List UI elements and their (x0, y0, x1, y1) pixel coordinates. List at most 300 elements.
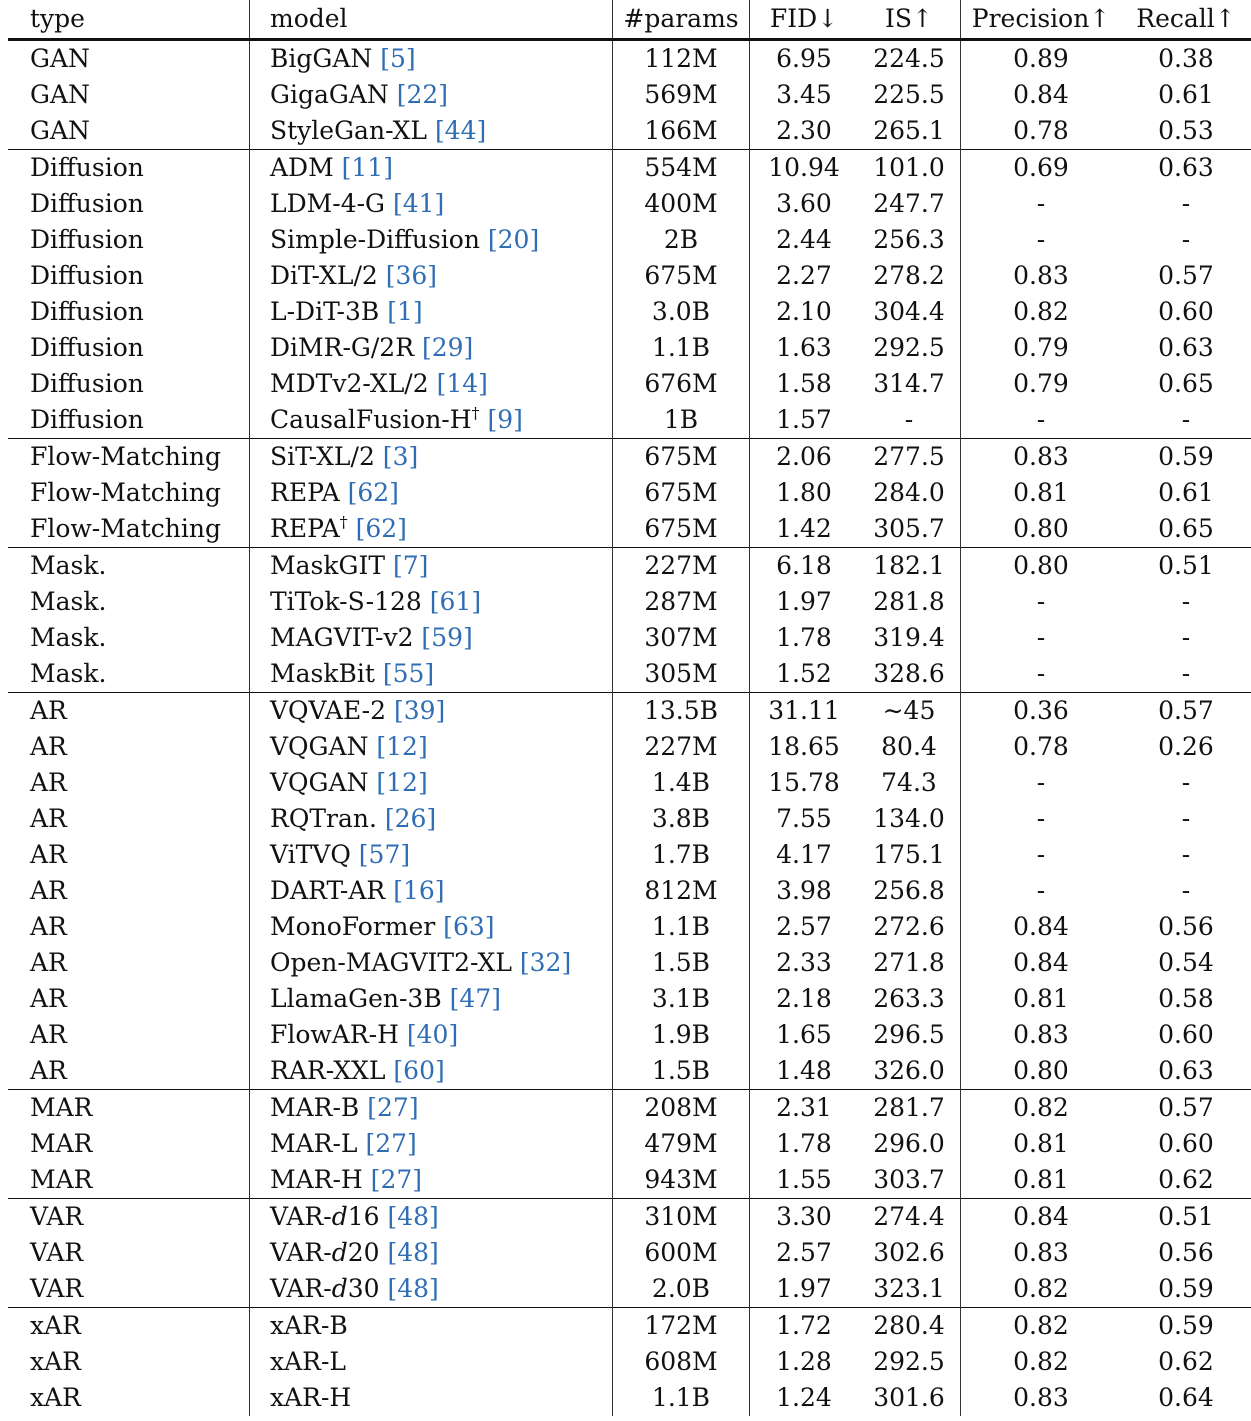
cell-type: Mask. (8, 584, 250, 620)
cell-type: Flow-Matching (8, 439, 250, 476)
cell-precision: 0.80 (1013, 514, 1069, 543)
cell-is: 175.1 (858, 837, 961, 873)
citation-link[interactable]: [1] (379, 297, 423, 326)
cell-fid: 1.24 (776, 1383, 832, 1412)
cell-type: VAR (8, 1235, 250, 1271)
cell-params: 675M (613, 258, 750, 294)
model-name: xAR-L (270, 1347, 347, 1376)
cell-is: 328.6 (858, 656, 961, 693)
citation-link[interactable]: [40] (398, 1020, 459, 1049)
cell-precision: 0.81 (1013, 1129, 1069, 1158)
cell-model (250, 77, 613, 113)
cell-type: GAN (8, 40, 250, 78)
cell-params: 675M (613, 475, 750, 511)
table-row (8, 801, 1251, 837)
table-row (8, 1162, 1251, 1199)
cell-type: AR (8, 729, 250, 765)
cell-precision: - (1036, 840, 1046, 869)
cell-params: 676M (613, 366, 750, 402)
citation-number[interactable]: 63 (452, 912, 485, 941)
cell-params: 1.1B (613, 1380, 750, 1416)
citation-number[interactable]: 60 (403, 1056, 435, 1085)
citation-number[interactable]: 62 (365, 514, 398, 543)
cell-precision: 0.81 (1013, 1165, 1069, 1194)
cell-model (250, 1199, 613, 1236)
cell-is: 256.3 (858, 222, 961, 258)
citation-number[interactable]: 41 (402, 189, 435, 218)
cell-fid: 2.33 (776, 948, 832, 977)
cell-type: AR (8, 945, 250, 981)
cell-recall: 0.65 (1158, 369, 1214, 398)
model-name: LlamaGen-3B (270, 984, 442, 1013)
cell-precision: 0.84 (1013, 80, 1069, 109)
cell-is: 272.6 (858, 909, 961, 945)
citation-link[interactable]: [27] (362, 1165, 423, 1194)
citation-link[interactable]: [14] (428, 369, 488, 398)
citation-link[interactable]: [9] (479, 405, 523, 434)
cell-recall: - (1181, 405, 1191, 434)
cell-params: 227M (613, 729, 750, 765)
cell-fid: 1.48 (776, 1056, 832, 1085)
cell-params: 3.8B (613, 801, 750, 837)
cell-fid: 1.42 (776, 514, 832, 543)
citation-link[interactable]: [62] (347, 514, 407, 543)
cell-fid: 4.17 (776, 840, 832, 869)
citation-number[interactable]: 55 (392, 659, 425, 688)
citation-link[interactable]: [55] (374, 659, 435, 688)
citation-number[interactable]: 14 (446, 369, 479, 398)
cell-model (250, 294, 613, 330)
cell-type: VAR (8, 1199, 250, 1236)
cell-model (250, 1017, 613, 1053)
citation-number[interactable]: 57 (368, 840, 401, 869)
cell-precision: - (1036, 189, 1046, 218)
citation-number[interactable]: 32 (529, 948, 562, 977)
citation-number[interactable]: 7 (402, 551, 419, 580)
cell-recall: 0.51 (1121, 1199, 1251, 1236)
cell-model (250, 656, 613, 693)
model-name: ADM (270, 153, 334, 182)
citation-link[interactable]: [59] (413, 623, 473, 652)
table-row (8, 40, 1251, 78)
cell-precision: 0.82 (961, 1090, 1122, 1127)
cell-precision: - (1036, 587, 1046, 616)
cell-model (250, 584, 613, 620)
cell-fid: 6.18 (750, 548, 859, 585)
cell-recall: - (1181, 225, 1191, 254)
cell-model (250, 837, 613, 873)
cell-type: GAN (8, 113, 250, 150)
cell-is: 314.7 (858, 366, 961, 402)
table-row (8, 330, 1251, 366)
citation-link[interactable]: [62] (339, 478, 399, 507)
table-row (8, 1271, 1251, 1308)
cell-model (250, 801, 613, 837)
cell-is: 284.0 (858, 475, 961, 511)
citation-link[interactable]: [39] (386, 696, 446, 725)
cell-is: 296.0 (858, 1126, 961, 1162)
citation-number[interactable]: 48 (397, 1238, 430, 1267)
citation-number[interactable]: 12 (386, 768, 418, 797)
cell-recall: 0.64 (1158, 1383, 1214, 1412)
cell-type: GAN (8, 77, 250, 113)
cell-precision: - (1036, 804, 1046, 833)
cell-is: 296.5 (858, 1017, 961, 1053)
citation-number[interactable]: 61 (439, 587, 472, 616)
cell-fid: 2.31 (750, 1090, 859, 1127)
citation-number[interactable]: 27 (377, 1093, 409, 1122)
citation-number[interactable]: 9 (497, 405, 514, 434)
cell-precision: 0.78 (1013, 116, 1069, 145)
cell-model (250, 1053, 613, 1090)
cell-is: 247.7 (858, 186, 961, 222)
cell-type: AR (8, 981, 250, 1017)
cell-recall: - (1181, 189, 1191, 218)
cell-precision: 0.83 (1013, 261, 1069, 290)
cell-params: 1B (613, 402, 750, 439)
cell-is: ∼45 (858, 693, 961, 730)
cell-params: 943M (613, 1162, 750, 1199)
table-row (8, 981, 1251, 1017)
cell-type: Diffusion (8, 330, 250, 366)
cell-params: 479M (613, 1126, 750, 1162)
cell-type: xAR (8, 1308, 250, 1345)
citation-number[interactable]: 16 (402, 876, 435, 905)
table-row (8, 439, 1251, 476)
citation-number[interactable]: 48 (397, 1202, 430, 1231)
cell-precision: - (1036, 659, 1046, 688)
model-name: ViTVQ (270, 840, 351, 869)
cell-model (250, 620, 613, 656)
col-header-precision: Precision↑ (961, 0, 1122, 40)
cell-fid: 6.95 (750, 40, 859, 78)
cell-type: Diffusion (8, 366, 250, 402)
citation-number[interactable]: 48 (397, 1274, 430, 1303)
cell-recall: 0.59 (1121, 1308, 1251, 1345)
cell-type: AR (8, 693, 250, 730)
model-name: MDTv2-XL/2 (270, 369, 429, 398)
cell-recall: 0.62 (1158, 1165, 1214, 1194)
cell-is: 303.7 (858, 1162, 961, 1199)
table-row (8, 511, 1251, 548)
cell-recall: 0.53 (1158, 116, 1214, 145)
citation-number[interactable]: 27 (375, 1129, 408, 1158)
citation-link[interactable]: [12] (368, 768, 428, 797)
citation-link[interactable]: [7] (385, 551, 429, 580)
cell-params: 112M (613, 40, 750, 78)
table-row (8, 222, 1251, 258)
cell-recall: 0.57 (1158, 261, 1214, 290)
citation-link[interactable]: [48] (379, 1202, 439, 1231)
col-header-params: #params (613, 0, 750, 40)
cell-model (250, 1235, 613, 1271)
cell-params: 1.4B (613, 765, 750, 801)
citation-link[interactable]: [32] (511, 948, 572, 977)
model-name: MAR-L (270, 1129, 358, 1158)
citation-link[interactable]: [41] (385, 189, 445, 218)
cell-model (250, 150, 613, 187)
cell-model (250, 1162, 613, 1199)
cell-params: 208M (613, 1090, 750, 1127)
citation-link[interactable]: [3] (374, 442, 419, 471)
table-row (8, 693, 1251, 730)
cell-model (250, 475, 613, 511)
cell-fid: 3.98 (776, 876, 832, 905)
cell-recall: 0.63 (1121, 150, 1251, 187)
table-row (8, 1053, 1251, 1090)
dagger-mark: † (339, 512, 348, 532)
cell-type: AR (8, 801, 250, 837)
cell-recall: 0.63 (1158, 333, 1214, 362)
model-name: VAR- (270, 1238, 332, 1267)
citation-link[interactable]: [16] (385, 876, 445, 905)
cell-params: 2.0B (613, 1271, 750, 1308)
cell-params: 675M (613, 511, 750, 548)
model-name: VAR- (270, 1274, 332, 1303)
cell-model (250, 981, 613, 1017)
cell-params: 400M (613, 186, 750, 222)
cell-fid: 3.60 (776, 189, 832, 218)
model-name: MonoFormer (270, 912, 436, 941)
table-row (8, 1126, 1251, 1162)
cell-params: 2B (613, 222, 750, 258)
model-name: TiTok-S-128 (270, 587, 422, 616)
cell-type: AR (8, 873, 250, 909)
cell-type: MAR (8, 1090, 250, 1127)
citation-number[interactable]: 40 (416, 1020, 449, 1049)
citation-link[interactable]: [12] (368, 732, 428, 761)
model-name: RQTran. (270, 804, 377, 833)
cell-recall: 0.56 (1158, 1238, 1214, 1267)
table-row (8, 186, 1251, 222)
cell-params: 287M (613, 584, 750, 620)
cell-is: 280.4 (858, 1308, 961, 1345)
results-table (8, 0, 1251, 1416)
citation-link[interactable]: [47] (441, 984, 501, 1013)
cell-model (250, 511, 613, 548)
cell-fid: 1.65 (776, 1020, 832, 1049)
cell-type: AR (8, 765, 250, 801)
citation-number[interactable]: 36 (395, 261, 428, 290)
cell-precision: 0.84 (1013, 912, 1069, 941)
cell-precision: 0.80 (961, 548, 1122, 585)
model-name: StyleGan-XL (270, 116, 428, 145)
model-depth-symbol: d (331, 1274, 348, 1303)
cell-type: AR (8, 909, 250, 945)
cell-fid: 1.78 (776, 623, 832, 652)
cell-recall: 0.57 (1121, 693, 1251, 730)
cell-is: 277.5 (858, 439, 961, 476)
cell-params: 1.9B (613, 1017, 750, 1053)
cell-recall: 0.57 (1121, 1090, 1251, 1127)
cell-precision: 0.83 (1013, 1383, 1069, 1412)
cell-precision: 0.79 (1013, 369, 1069, 398)
model-depth-symbol: d (331, 1238, 348, 1267)
cell-fid: 2.06 (750, 439, 859, 476)
cell-is: 265.1 (858, 113, 961, 150)
citation-number[interactable]: 27 (380, 1165, 413, 1194)
cell-is: 80.4 (858, 729, 961, 765)
citation-link[interactable]: [44] (427, 116, 487, 145)
citation-number[interactable]: 11 (351, 153, 384, 182)
citation-link[interactable]: [29] (414, 333, 474, 362)
model-name: VQGAN (270, 732, 369, 761)
citation-number[interactable]: 62 (357, 478, 390, 507)
model-name: SiT-XL/2 (270, 442, 375, 471)
model-name: DART-AR (270, 876, 386, 905)
cell-fid: 1.78 (776, 1129, 832, 1158)
citation-number[interactable]: 47 (459, 984, 492, 1013)
cell-is: 292.5 (858, 1344, 961, 1380)
cell-is: 304.4 (858, 294, 961, 330)
cell-precision: - (1036, 405, 1046, 434)
cell-is: 271.8 (858, 945, 961, 981)
cell-model (250, 1090, 613, 1127)
cell-model (250, 439, 613, 476)
cell-type: AR (8, 1053, 250, 1090)
cell-model (250, 1380, 613, 1416)
table-row (8, 909, 1251, 945)
cell-params: 554M (613, 150, 750, 187)
cell-type: Mask. (8, 656, 250, 693)
model-name: VQGAN (270, 768, 369, 797)
cell-fid: 7.55 (776, 804, 832, 833)
cell-fid: 1.55 (776, 1165, 832, 1194)
citation-number[interactable]: 3 (392, 442, 409, 471)
citation-number[interactable]: 26 (394, 804, 427, 833)
citation-link[interactable]: [5] (372, 44, 416, 73)
model-name: VQVAE-2 (270, 696, 387, 725)
cell-fid: 2.57 (776, 1238, 832, 1267)
cell-type: AR (8, 837, 250, 873)
cell-params: 310M (613, 1199, 750, 1236)
table-body (8, 40, 1251, 1417)
cell-params: 1.7B (613, 837, 750, 873)
cell-recall: 0.38 (1121, 40, 1251, 78)
citation-link[interactable]: [61] (421, 587, 482, 616)
cell-fid: 2.10 (776, 297, 832, 326)
cell-fid: 1.97 (776, 587, 832, 616)
model-depth-symbol: d (331, 1202, 348, 1231)
cell-fid: 1.52 (776, 659, 832, 688)
cell-precision: 0.82 (961, 1308, 1122, 1345)
cell-fid: 1.97 (776, 1274, 832, 1303)
cell-recall: 0.59 (1121, 439, 1251, 476)
header-row (8, 0, 1251, 40)
citation-number[interactable]: 5 (389, 44, 406, 73)
cell-params: 3.1B (613, 981, 750, 1017)
citation-number[interactable]: 20 (497, 225, 530, 254)
citation-link[interactable]: [27] (359, 1093, 419, 1122)
citation-link[interactable]: [57] (350, 840, 411, 869)
cell-precision: 0.82 (1013, 297, 1069, 326)
cell-recall: - (1181, 587, 1191, 616)
citation-link[interactable]: [60] (385, 1056, 445, 1085)
cell-model (250, 548, 613, 585)
citation-number[interactable]: 29 (431, 333, 464, 362)
model-name: CausalFusion-H (270, 405, 472, 434)
cell-type: Diffusion (8, 294, 250, 330)
cell-model (250, 40, 613, 78)
model-name: MaskBit (270, 659, 375, 688)
cell-model (250, 945, 613, 981)
cell-is: 292.5 (858, 330, 961, 366)
cell-fid: 1.57 (776, 405, 832, 434)
model-depth-value: 16 (347, 1202, 380, 1231)
cell-fid: 2.18 (776, 984, 832, 1013)
citation-number[interactable]: 59 (431, 623, 463, 652)
cell-params: 13.5B (613, 693, 750, 730)
cell-model (250, 1271, 613, 1308)
cell-fid: 3.45 (776, 80, 832, 109)
cell-recall: 0.59 (1158, 1274, 1214, 1303)
citation-number[interactable]: 39 (403, 696, 436, 725)
cell-recall: - (1181, 840, 1191, 869)
cell-params: 227M (613, 548, 750, 585)
cell-params: 3.0B (613, 294, 750, 330)
cell-model (250, 693, 613, 730)
cell-model (250, 186, 613, 222)
model-name: Simple-Diffusion (270, 225, 480, 254)
citation-link[interactable]: [11] (333, 153, 393, 182)
cell-recall: - (1181, 804, 1191, 833)
cell-type: xAR (8, 1380, 250, 1416)
cell-type: xAR (8, 1344, 250, 1380)
cell-precision: 0.82 (1013, 1347, 1069, 1376)
cell-is: 134.0 (858, 801, 961, 837)
col-header-type: type (8, 0, 250, 40)
cell-recall: 0.65 (1158, 514, 1214, 543)
citation-number[interactable]: 12 (386, 732, 418, 761)
model-name: GigaGAN (270, 80, 389, 109)
cell-fid: 2.44 (776, 225, 832, 254)
citation-link[interactable]: [26] (376, 804, 437, 833)
cell-is: 101.0 (858, 150, 961, 187)
table-row (8, 366, 1251, 402)
table-row (8, 113, 1251, 150)
model-name: xAR-H (270, 1383, 352, 1412)
cell-is: 302.6 (858, 1235, 961, 1271)
table-row (8, 620, 1251, 656)
cell-recall: 0.62 (1158, 1347, 1214, 1376)
cell-params: 1.5B (613, 1053, 750, 1090)
citation-number[interactable]: 22 (406, 80, 439, 109)
cell-params: 307M (613, 620, 750, 656)
cell-fid: 1.80 (776, 478, 832, 507)
citation-number[interactable]: 44 (444, 116, 477, 145)
cell-fid: 2.57 (776, 912, 832, 941)
cell-model (250, 258, 613, 294)
citation-link[interactable]: [48] (379, 1238, 439, 1267)
cell-fid: 10.94 (750, 150, 859, 187)
citation-link[interactable]: [22] (388, 80, 449, 109)
citation-link[interactable]: [63] (435, 912, 495, 941)
table-row (8, 765, 1251, 801)
model-name: REPA (270, 478, 340, 507)
cell-precision: 0.81 (1013, 478, 1069, 507)
table-row (8, 584, 1251, 620)
cell-fid: 1.58 (776, 369, 832, 398)
citation-link[interactable]: [36] (377, 261, 438, 290)
model-name: xAR-B (270, 1311, 348, 1340)
citation-number[interactable]: 1 (396, 297, 413, 326)
cell-is: - (858, 402, 961, 439)
citation-link[interactable]: [27] (357, 1129, 417, 1158)
citation-link[interactable]: [20] (479, 225, 540, 254)
model-name: REPA (270, 514, 340, 543)
citation-link[interactable]: [48] (379, 1274, 439, 1303)
model-name: BigGAN (270, 44, 373, 73)
